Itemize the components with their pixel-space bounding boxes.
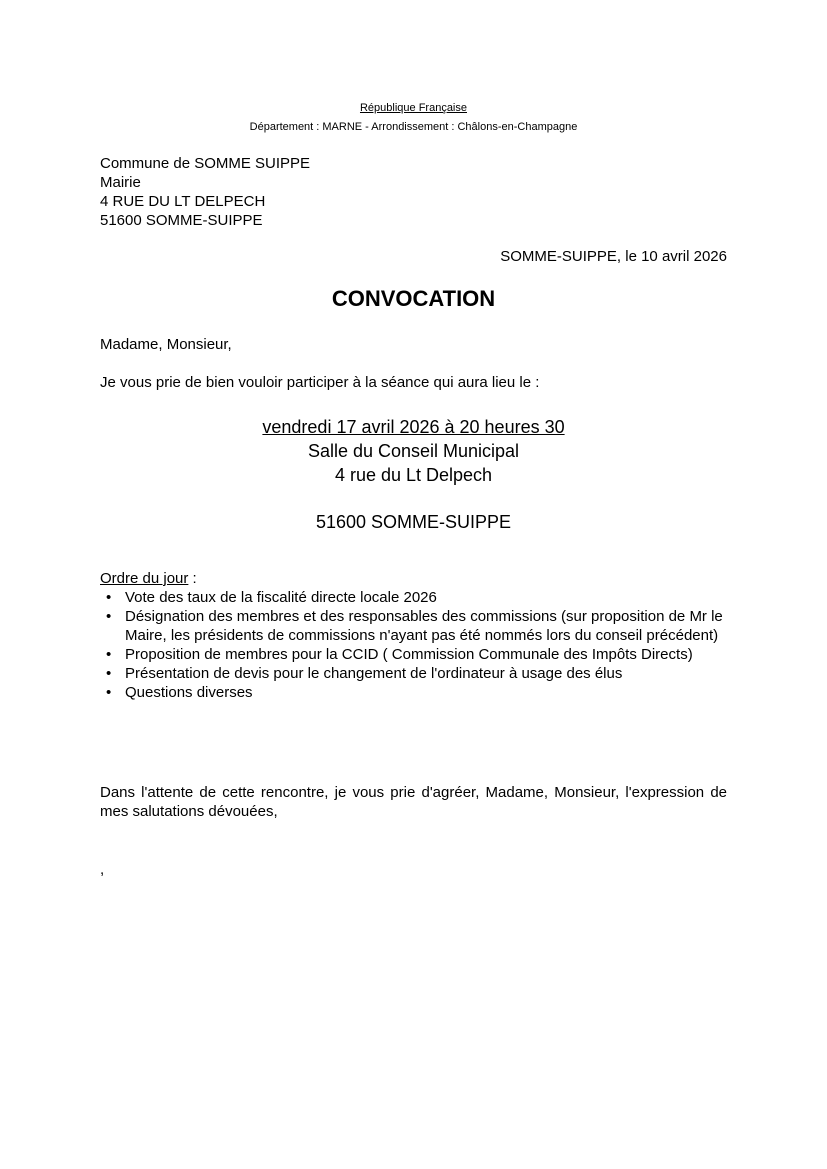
departement-heading: Département : MARNE - Arrondissement : Châlons-en-Champagne [249, 121, 578, 133]
bullet-icon: • [106, 608, 112, 625]
salutation: Madame, Monsieur, [100, 336, 232, 353]
agenda-item-text: Questions diverses [125, 684, 253, 701]
agenda-item-text: Désignation des membres et des responsables des commissions (sur proposition de Mr le Maire, les présidents de commissions n'ayant pas été nommés lors du conseil précédent) [125, 608, 723, 644]
meeting-room: Salle du Conseil Municipal [307, 441, 520, 461]
sender-mairie: Mairie [100, 174, 141, 191]
document-title: CONVOCATION [331, 286, 496, 311]
bullet-icon: • [106, 589, 112, 606]
intro-text: Je vous prie de bien vouloir participer à la séance qui aura lieu le : [100, 374, 540, 391]
sender-commune: Commune de SOMME SUIPPE [100, 155, 311, 172]
sender-city: 51600 SOMME-SUIPPE [100, 212, 263, 229]
agenda-item-text: Présentation de devis pour le changement de l'ordinateur à usage des élus [125, 665, 623, 682]
republique-heading: République Française [359, 102, 467, 114]
signature-line: , [100, 861, 105, 878]
list-item [100, 607, 727, 645]
agenda-item-text: Proposition de membres pour la CCID ( Commission Communale des Impôts Directs) [125, 646, 693, 663]
agenda-list [100, 588, 727, 702]
list-item [100, 683, 727, 702]
meeting-city: 51600 SOMME-SUIPPE [315, 512, 512, 532]
meeting-street: 4 rue du Lt Delpech [334, 465, 493, 485]
sender-address [100, 154, 310, 230]
closing-paragraph: Dans l'attente de cette rencontre, je vous prie d'agréer, Madame, Monsieur, l'expression de mes salutations dévouées, [100, 784, 727, 820]
agenda-heading-label: Ordre du jour [100, 570, 189, 587]
list-item [100, 588, 727, 607]
sender-street: 4 RUE DU LT DELPECH [100, 193, 266, 210]
bullet-icon: • [106, 684, 112, 701]
agenda-item-text: Vote des taux de la fiscalité directe locale 2026 [125, 589, 437, 606]
list-item [100, 664, 727, 683]
list-item [100, 645, 727, 664]
agenda-heading-suffix: : [188, 570, 197, 587]
meeting-datetime: vendredi 17 avril 2026 à 20 heures 30 [262, 417, 565, 437]
place-date: SOMME-SUIPPE, le 10 avril 2026 [500, 248, 727, 265]
bullet-icon: • [106, 646, 112, 663]
agenda-heading [100, 569, 727, 588]
agenda-section [100, 569, 727, 702]
bullet-icon: • [106, 665, 112, 682]
